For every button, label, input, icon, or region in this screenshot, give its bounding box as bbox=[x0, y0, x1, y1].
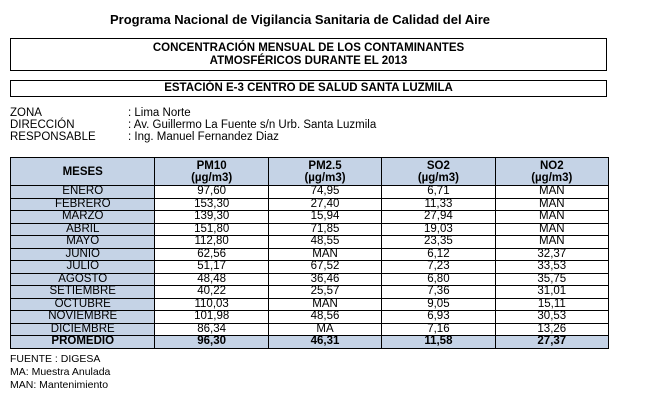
table-row bbox=[11, 211, 609, 224]
table-row bbox=[11, 323, 609, 336]
pm25-cell: 25,57 bbox=[268, 286, 381, 299]
pm25-cell: 71,85 bbox=[268, 223, 381, 236]
pm10-cell: 112,80 bbox=[155, 236, 268, 249]
so2-cell: 6,12 bbox=[382, 248, 495, 261]
zona-value: : Lima Norte bbox=[128, 107, 191, 119]
no2-cell: MAN bbox=[495, 211, 608, 224]
pm25-cell: 36,46 bbox=[268, 273, 381, 286]
header-no2: NO2 (µg/m3) bbox=[495, 158, 608, 186]
table-row bbox=[11, 223, 609, 236]
month-cell: AGOSTO bbox=[11, 273, 155, 286]
table-row bbox=[11, 248, 609, 261]
average-pm10: 96,30 bbox=[155, 336, 268, 349]
header-so2: SO2 (µg/m3) bbox=[382, 158, 495, 186]
no2-cell: MAN bbox=[495, 198, 608, 211]
so2-cell: 11,33 bbox=[382, 198, 495, 211]
pm10-cell: 110,03 bbox=[155, 298, 268, 311]
info-row-responsable bbox=[10, 131, 376, 143]
so2-cell: 6,80 bbox=[382, 273, 495, 286]
report-title-line2: ATMOSFÉRICOS DURANTE EL 2013 bbox=[209, 55, 408, 67]
pm25-cell: 74,95 bbox=[268, 186, 381, 199]
info-row-direccion bbox=[10, 119, 376, 131]
so2-cell: 27,94 bbox=[382, 211, 495, 224]
table-row bbox=[11, 286, 609, 299]
pm10-cell: 51,17 bbox=[155, 261, 268, 274]
so2-cell: 6,71 bbox=[382, 186, 495, 199]
pm25-cell: MA bbox=[268, 323, 381, 336]
month-cell: NOVIEMBRE bbox=[11, 311, 155, 324]
no2-cell: 15,11 bbox=[495, 298, 608, 311]
header-pm10: PM10 (µg/m3) bbox=[155, 158, 268, 186]
pm10-cell: 86,34 bbox=[155, 323, 268, 336]
so2-cell: 6,93 bbox=[382, 311, 495, 324]
pm10-cell: 153,30 bbox=[155, 198, 268, 211]
station-info bbox=[10, 107, 376, 143]
table-notes bbox=[10, 353, 110, 392]
pollutant-table bbox=[10, 157, 609, 349]
average-row bbox=[11, 336, 609, 349]
month-cell: ENERO bbox=[11, 186, 155, 199]
no2-cell: 33,53 bbox=[495, 261, 608, 274]
so2-cell: 9,05 bbox=[382, 298, 495, 311]
month-cell: JUNIO bbox=[11, 248, 155, 261]
pm25-cell: 48,55 bbox=[268, 236, 381, 249]
month-cell: DICIEMBRE bbox=[11, 323, 155, 336]
no2-cell: MAN bbox=[495, 236, 608, 249]
no2-cell: MAN bbox=[495, 186, 608, 199]
no2-cell: 30,53 bbox=[495, 311, 608, 324]
average-label: PROMEDIO bbox=[11, 336, 155, 349]
report-title-line1: CONCENTRACIÓN MENSUAL DE LOS CONTAMINANTES bbox=[152, 42, 465, 54]
man-note: MAN: Mantenimiento bbox=[10, 379, 109, 391]
pm25-cell: 27,40 bbox=[268, 198, 381, 211]
month-cell: MAYO bbox=[11, 236, 155, 249]
info-row-zona bbox=[10, 107, 376, 119]
pm25-cell: 67,52 bbox=[268, 261, 381, 274]
ma-note: MA: Muestra Anulada bbox=[10, 366, 111, 378]
pm25-cell: 15,94 bbox=[268, 211, 381, 224]
average-pm25: 46,31 bbox=[268, 336, 381, 349]
pm10-cell: 139,30 bbox=[155, 211, 268, 224]
pm25-cell: 48,56 bbox=[268, 311, 381, 324]
direccion-value: : Av. Guillermo La Fuente s/n Urb. Santa Luzmila bbox=[128, 119, 377, 131]
pm10-cell: 101,98 bbox=[155, 311, 268, 324]
responsable-label: RESPONSABLE bbox=[10, 131, 96, 143]
table-row bbox=[11, 186, 609, 199]
table-header-row bbox=[11, 158, 609, 186]
program-title: Programa Nacional de Vigilancia Sanitaria de Calidad del Aire bbox=[109, 12, 491, 27]
so2-cell: 23,35 bbox=[382, 236, 495, 249]
zona-label: ZONA bbox=[10, 107, 42, 119]
report-title-box bbox=[10, 38, 607, 71]
so2-cell: 7,36 bbox=[382, 286, 495, 299]
average-so2: 11,58 bbox=[382, 336, 495, 349]
pm25-cell: MAN bbox=[268, 298, 381, 311]
pm10-cell: 151,80 bbox=[155, 223, 268, 236]
no2-cell: 31,01 bbox=[495, 286, 608, 299]
pm25-cell: MAN bbox=[268, 248, 381, 261]
pm10-cell: 97,60 bbox=[155, 186, 268, 199]
table-row bbox=[11, 273, 609, 286]
no2-cell: 32,37 bbox=[495, 248, 608, 261]
so2-cell: 7,23 bbox=[382, 261, 495, 274]
station-title: ESTACIÓN E-3 CENTRO DE SALUD SANTA LUZMILA bbox=[10, 80, 607, 97]
month-cell: FEBRERO bbox=[11, 198, 155, 211]
table-row bbox=[11, 261, 609, 274]
month-cell: JULIO bbox=[11, 261, 155, 274]
no2-cell: MAN bbox=[495, 223, 608, 236]
average-no2: 27,37 bbox=[495, 336, 608, 349]
table-row bbox=[11, 311, 609, 324]
table-row bbox=[11, 198, 609, 211]
month-cell: MARZO bbox=[11, 211, 155, 224]
header-pm25: PM2.5 (µg/m3) bbox=[268, 158, 381, 186]
table-row bbox=[11, 236, 609, 249]
month-cell: OCTUBRE bbox=[11, 298, 155, 311]
pm10-cell: 48,48 bbox=[155, 273, 268, 286]
responsable-value: : Ing. Manuel Fernandez Diaz bbox=[128, 131, 279, 143]
month-cell: SETIEMBRE bbox=[11, 286, 155, 299]
table-row bbox=[11, 298, 609, 311]
no2-cell: 13,26 bbox=[495, 323, 608, 336]
pm10-cell: 62,56 bbox=[155, 248, 268, 261]
no2-cell: 35,75 bbox=[495, 273, 608, 286]
pm10-cell: 40,22 bbox=[155, 286, 268, 299]
direccion-label: DIRECCIÓN bbox=[10, 119, 75, 131]
header-meses: MESES bbox=[11, 158, 155, 186]
source-note: FUENTE : DIGESA bbox=[10, 353, 101, 365]
so2-cell: 19,03 bbox=[382, 223, 495, 236]
month-cell: ABRIL bbox=[11, 223, 155, 236]
so2-cell: 7,16 bbox=[382, 323, 495, 336]
